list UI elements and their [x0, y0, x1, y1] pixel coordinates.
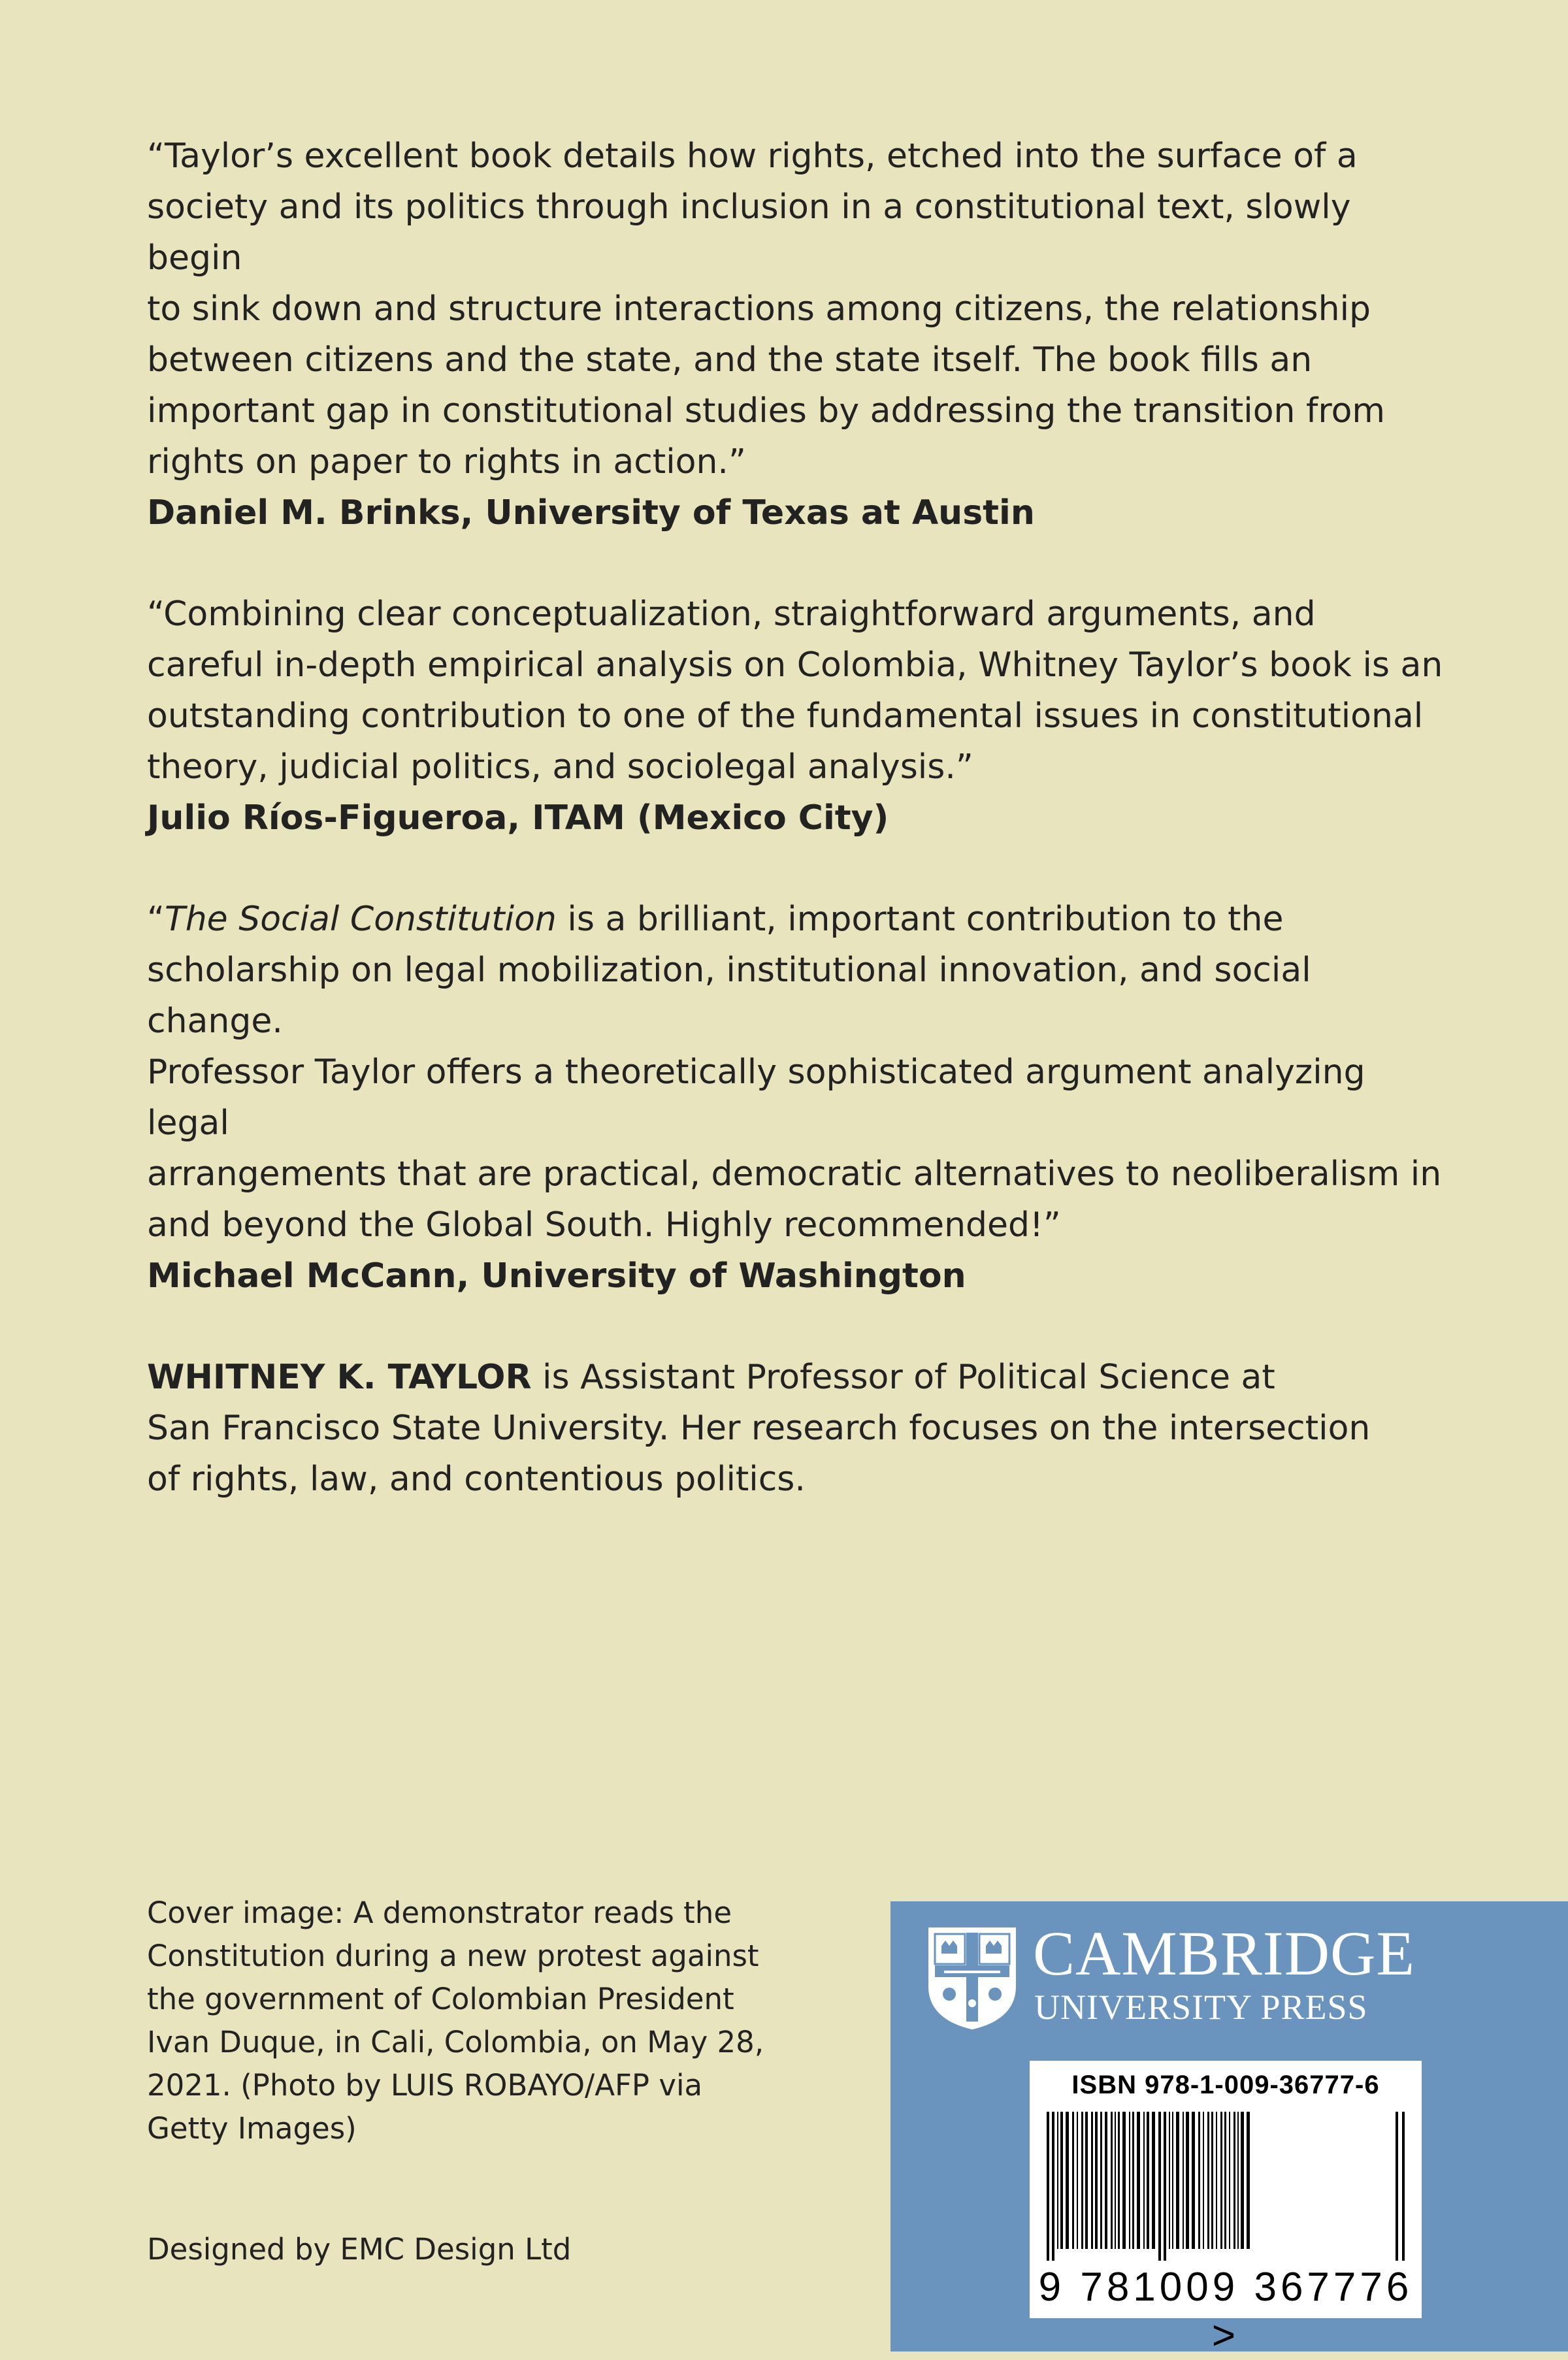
barcode-bar: [1172, 2112, 1173, 2249]
barcode-bar: [1129, 2112, 1130, 2249]
endorsement-rios-figueroa: [147, 589, 1454, 844]
barcode-bar: [1057, 2112, 1058, 2249]
barcode-bar: [1052, 2112, 1054, 2261]
barcode-bars: [1043, 2112, 1409, 2261]
barcode-bar: [1115, 2112, 1116, 2249]
barcode-bar: [1203, 2112, 1204, 2249]
barcode-digits: 9 781009 367776 >: [1038, 2265, 1413, 2358]
book-title: The Social Constitution: [164, 900, 557, 939]
barcode-bar: [1229, 2112, 1230, 2249]
publisher-subtitle: UNIVERSITY PRESS: [1034, 1988, 1368, 2027]
barcode-bar: [1216, 2112, 1217, 2249]
author-name: WHITNEY K. TAYLOR: [147, 1358, 532, 1397]
barcode-bar: [1158, 2112, 1161, 2261]
endorsement-attribution: Michael McCann, University of Washington: [147, 1256, 966, 1296]
endorsements: [147, 131, 1454, 1555]
barcode-bar: [1072, 2112, 1074, 2249]
barcode-bar: [1066, 2112, 1069, 2249]
isbn-label: ISBN 978-1-009-36777-6: [1071, 2071, 1380, 2099]
barcode-bar: [1233, 2112, 1235, 2249]
barcode-bar: [1169, 2112, 1170, 2249]
barcode-bar: [1211, 2112, 1213, 2249]
barcode-bar: [1224, 2112, 1226, 2249]
cover-credit-text: Cover image: A demonstrator reads the Constitution during a new protest against the government of Colombian President Ivan Duque, in Cali, Colombia, on May 28, 2021. (Photo by LUIS ROBAYO/AFP via Getty Images): [147, 1895, 764, 2146]
barcode-bar: [1047, 2112, 1049, 2261]
endorsement-quote: “Combining clear conceptualization, straightforward arguments, and careful in-depth empirical analysis on Colombia, Whitney Taylor’s book is an outstanding contribution to one of the fundamental issues in constitutional theory, judicial politics, and sociolegal analysis.”: [147, 595, 1443, 787]
author-bio: [147, 1352, 1454, 1505]
barcode-bar: [1396, 2112, 1398, 2261]
publisher-name: CAMBRIDGE: [1033, 1918, 1416, 1988]
cambridge-crest-icon: [927, 1926, 1017, 2029]
barcode-bar: [1091, 2112, 1093, 2249]
barcode-bar: [1192, 2112, 1195, 2249]
barcode-bar: [1220, 2112, 1222, 2249]
barcode-bar: [1247, 2112, 1250, 2249]
barcode-bar: [1198, 2112, 1200, 2249]
barcode-bar: [1118, 2112, 1120, 2249]
isbn-barcode: [1030, 2061, 1422, 2358]
endorsement-quote: “Taylor’s excellent book details how rights, etched into the surface of a society and its politics through inclusion in a constitutional text, slowly begin to sink down and structure interactions among citizens, the relationship between citizens and the state, and the state itself. The book fills an important gap in constitutional studies by addressing the transition from rights on paper to rights in action.”: [147, 137, 1386, 482]
quote-open-mark: “: [147, 900, 165, 939]
author-bio-line-3: of rights, law, and contentious politics.: [147, 1460, 806, 1499]
barcode-bar: [1132, 2112, 1134, 2249]
barcode-bar: [1077, 2112, 1078, 2249]
barcode-bar: [1085, 2112, 1088, 2249]
barcode-bar: [1143, 2112, 1145, 2249]
cover-image-credit: [147, 1892, 866, 2150]
barcode-bar: [1237, 2112, 1239, 2249]
endorsement-brinks: [147, 131, 1454, 538]
barcode-bar: [1147, 2112, 1149, 2249]
endorsement-quote: [147, 894, 1454, 1251]
designer-credit: Designed by EMC Design Ltd: [147, 2232, 572, 2267]
barcode-bar: [1207, 2112, 1209, 2249]
barcode-bar: [1152, 2112, 1155, 2249]
barcode-bar: [1122, 2112, 1126, 2249]
quote-rest: is a brilliant, important contribution to the scholarship on legal mobilization, institutional innovation, and social change. Professor Taylor offers a theoretically sophisticated argument analyzing legal arrangements that are practical, democratic alternatives to neoliberalism in and beyond the Global South. Highly recommended!”: [147, 900, 1442, 1245]
barcode-bar: [1095, 2112, 1098, 2249]
author-bio-line-2: San Francisco State University. Her research focuses on the intersection: [147, 1409, 1371, 1448]
barcode-bar: [1060, 2112, 1063, 2249]
barcode-bar: [1183, 2112, 1184, 2249]
publisher-panel: [890, 1901, 1568, 2358]
endorsement-mccann: [147, 894, 1454, 1302]
barcode-bar: [1081, 2112, 1083, 2249]
barcode-bar: [1186, 2112, 1189, 2249]
barcode-bar: [1402, 2112, 1405, 2261]
barcode-bar: [1100, 2112, 1102, 2249]
barcode-bar: [1176, 2112, 1179, 2249]
barcode-bar: [1241, 2112, 1244, 2249]
endorsement-attribution: Julio Ríos-Figueroa, ITAM (Mexico City): [147, 798, 889, 838]
barcode-bar: [1137, 2112, 1140, 2249]
endorsement-attribution: Daniel M. Brinks, University of Texas at Austin: [147, 493, 1035, 533]
barcode-bar: [1105, 2112, 1107, 2249]
author-bio-line-1: is Assistant Professor of Political Science at: [531, 1358, 1275, 1397]
barcode-bar: [1111, 2112, 1113, 2249]
barcode-bar: [1164, 2112, 1166, 2261]
